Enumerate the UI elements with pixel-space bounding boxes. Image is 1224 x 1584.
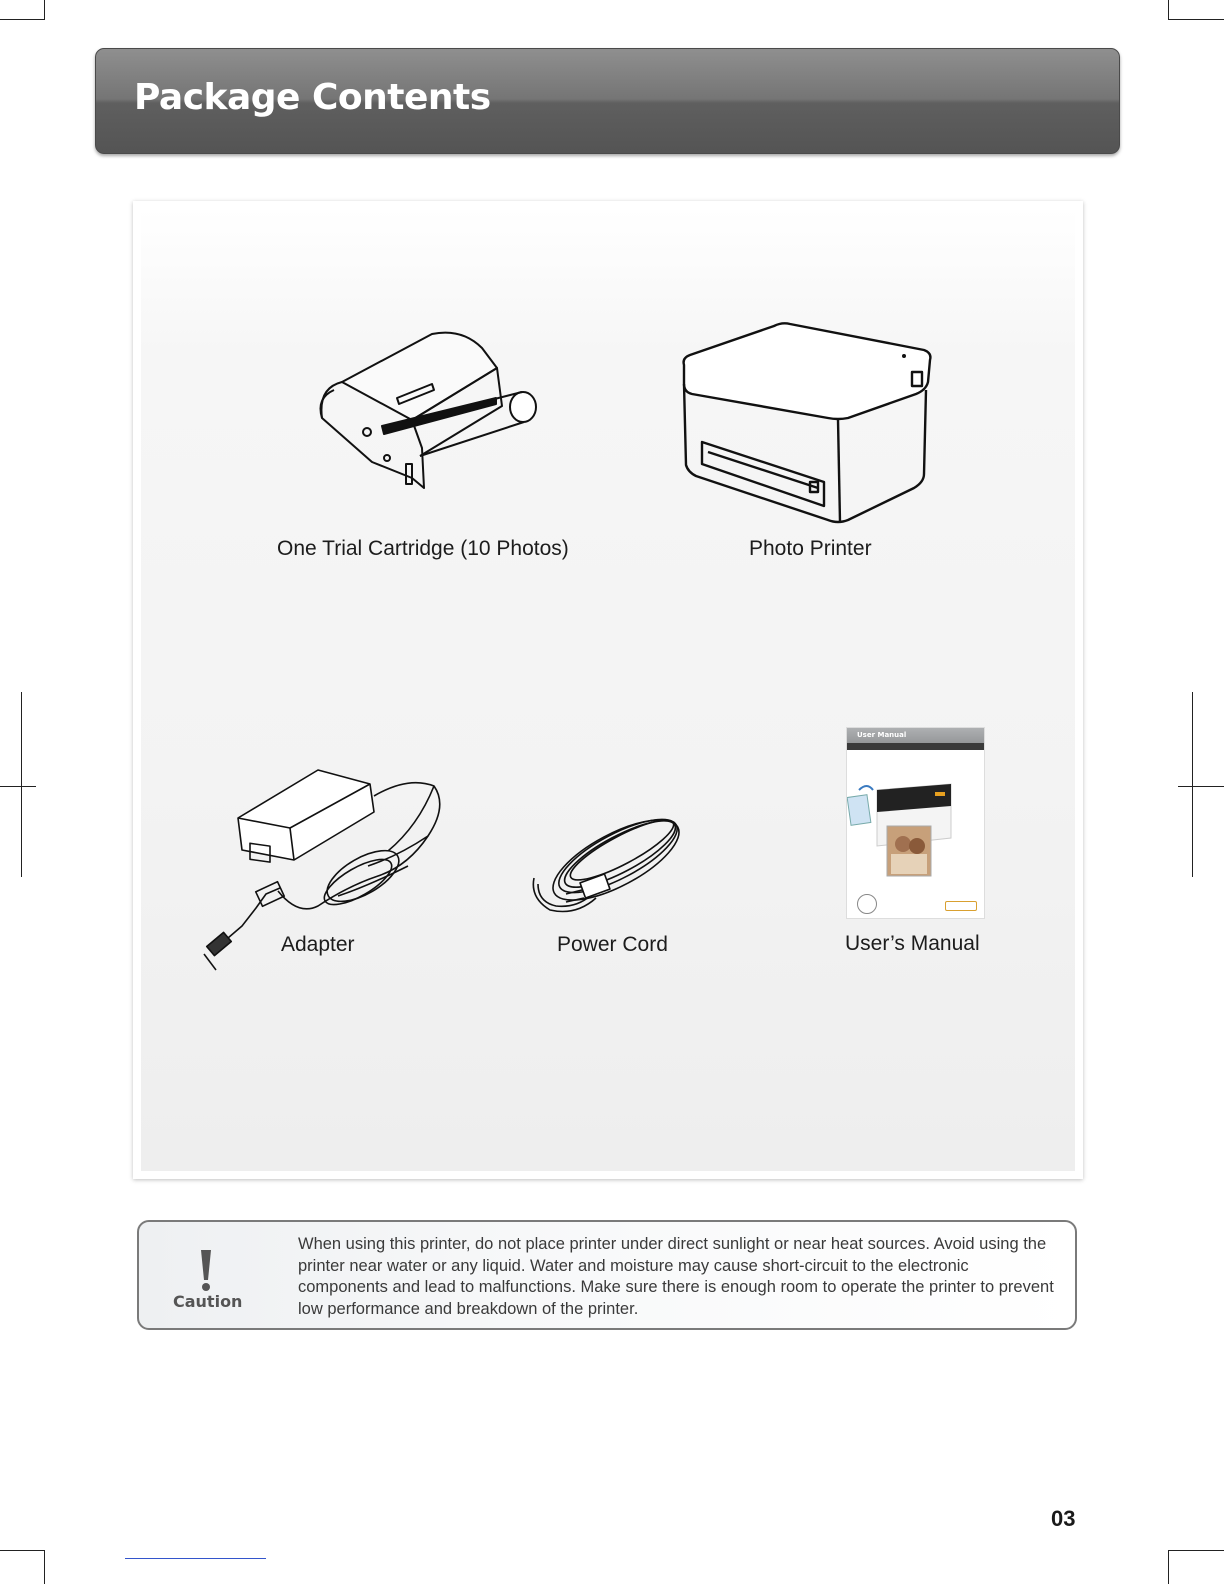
crop-mark [1168,0,1169,19]
manual-cover-printer-image [847,768,984,888]
manual-cover-title: User Manual [857,731,907,739]
caution-label: Caution [173,1292,243,1311]
footer-rule [125,1558,266,1559]
crop-mark [0,1550,45,1551]
crop-mark [44,0,45,19]
package-contents-panel [133,201,1083,1179]
caution-box [137,1220,1077,1330]
adapter-label: Adapter [281,933,355,956]
crop-mark [1178,786,1224,787]
manual-cover-header [847,728,984,750]
power-cord-illustration [526,798,704,916]
section-header [95,48,1120,154]
exclamation-icon [199,1248,213,1292]
page-title: Package Contents [134,77,491,118]
crop-mark [1168,1550,1169,1584]
users-manual-cover [846,727,985,919]
crop-mark [1192,692,1193,877]
crop-mark [1168,19,1224,20]
cartridge-illustration [312,328,542,496]
manual-label: User’s Manual [845,932,980,955]
crop-mark [0,19,45,20]
manual-cover-logo [857,894,877,914]
crop-mark [44,1550,45,1584]
crop-mark [21,692,22,877]
crop-mark [1168,1550,1224,1551]
power-cord-label: Power Cord [557,933,668,956]
crop-mark [0,786,36,787]
manual-cover-brand-mark [945,901,977,911]
caution-text: When using this printer, do not place printer under direct sunlight or near heat sources. Avoid using the printer near water or any liquid. Water and moisture may cause short-circuit to the electronic components and lead to malfunctions. Make sure there is enough room to operate the printer to prevent low performance and breakdown of the printer. [298,1235,1054,1318]
photo-printer-illustration [678,320,938,530]
page-number: 03 [1051,1506,1076,1531]
printer-label: Photo Printer [749,537,872,560]
cartridge-label: One Trial Cartridge (10 Photos) [277,537,569,560]
